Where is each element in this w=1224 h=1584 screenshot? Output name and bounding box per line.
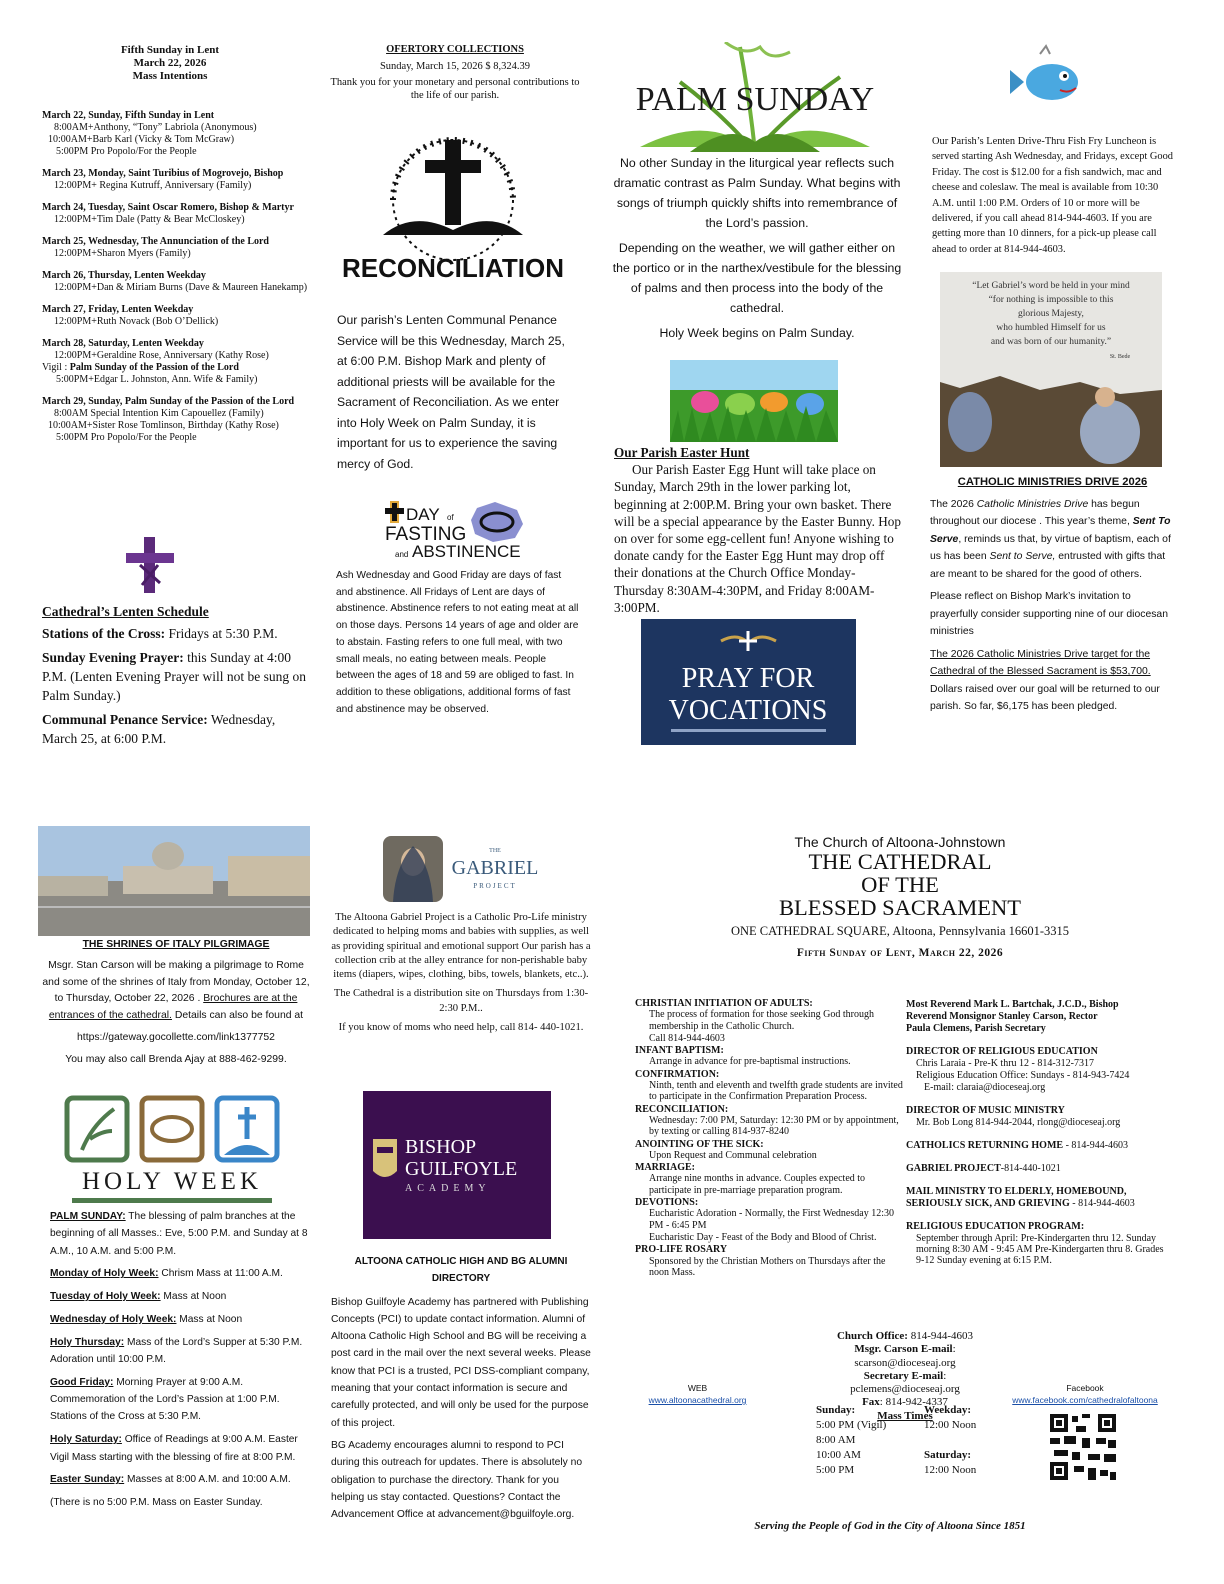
palm-sunday-banner [620, 42, 890, 152]
intention-day-title: March 25, Wednesday, The Annunciation of the Lord [42, 236, 269, 247]
hw-item [50, 1311, 312, 1328]
ministry-detail: Eucharistic Day - Feast of the Body and Blood of Christ. [649, 1231, 877, 1243]
gabriel-paragraph: The Altoona Gabriel Project is a Catholic Pro-Life ministry dedicated to helping moms and babies with supplies, as well as providing spiritual and emotional support Our parish has a collection crib at the alley entrance for non-perishable baby items (diapers, wipes, clothing, bibs, towels, blankets, etc..). [331, 912, 591, 981]
egg-icon [725, 393, 755, 415]
facebook-link[interactable]: www.facebook.com/cathedralofaltoona [1012, 1395, 1158, 1405]
hw-item [50, 1288, 312, 1305]
masthead-title-line: BLESSED SACRAMENT [779, 895, 1021, 920]
sacraments-list [635, 997, 905, 1279]
office-label: Church Office: [836, 1330, 908, 1342]
intention-day [42, 304, 312, 328]
cmd-text: The 2026 [930, 498, 977, 510]
intention-line: 8:00AM Special Intention Kim Capouellez (Family) [54, 408, 264, 419]
mass-times-title: Mass Times [877, 1409, 933, 1422]
vigil-title: Palm Sunday of the Passion of the Lord [69, 362, 239, 373]
cross-bar [385, 508, 404, 514]
mary-face [1095, 387, 1115, 407]
gp-heading: GABRIEL PROJECT [906, 1163, 1001, 1174]
vigil-line [42, 362, 312, 374]
music-block [906, 1105, 1174, 1129]
hw-text: Mass at Noon [176, 1313, 243, 1325]
weekday-time: 12:00 Noon [924, 1419, 977, 1431]
intention-day [42, 236, 312, 260]
clergy-line: Paula Clemens, Parish Secretary [906, 1023, 1046, 1034]
italy-text [40, 958, 312, 1025]
intention-day [42, 168, 312, 192]
cmd-theme: Sent To Serve [930, 516, 1171, 545]
music-line: Mr. Bob Long 814-944-2044, rlong@dioceseaj.org [916, 1117, 1121, 1128]
vocations-line-2: VOCATIONS [668, 695, 828, 726]
intention-day-title: March 24, Tuesday, Saint Oscar Romero, Bishop & Martyr [42, 202, 294, 213]
colonnade [38, 876, 108, 896]
schedule-item [42, 648, 312, 705]
sunday-time: 5:00 PM (Vigil) [816, 1419, 887, 1431]
hw-item [50, 1431, 312, 1466]
cmd-italic: Sent to Serve, [989, 551, 1056, 562]
italy-brochures: Brochures are at the entrances of the cathedral. [48, 993, 298, 1022]
secretary-label-line: Secretary E-mail: [863, 1369, 947, 1382]
cmd-title: CATHOLIC MINISTRIES DRIVE 2026 [957, 476, 1148, 488]
masthead [640, 834, 1160, 959]
intention-line: 12:00PM+Ruth Novack (Bob O’Dellick) [54, 316, 219, 327]
intention-day-title: March 26, Thursday, Lenten Weekday [42, 270, 206, 281]
crh-line [906, 1140, 1174, 1152]
offertory-thanks: Thank you for your monetary and personal contributions to the life of our parish. [330, 77, 580, 101]
logo-and: and [395, 550, 409, 559]
music-heading: DIRECTOR OF MUSIC MINISTRY [906, 1105, 1065, 1116]
quote-line: and was born of our humanity.” [990, 337, 1112, 347]
pray-for-vocations-image [641, 619, 856, 745]
cmd-paragraph [930, 646, 1175, 716]
hw-text: Morning Prayer at 9:00 A.M. Commemoration of the Lord’s Passion at 1:00 P.M. Stations of the Cross at 5:30 P.M. [50, 1376, 280, 1423]
cmd-text: entrusted with gifts that are meant to be shared for the good of others. [930, 551, 1166, 580]
palm-sunday-text [612, 153, 902, 348]
intention-day-title: March 28, Saturday, Lenten Weekday [42, 338, 204, 349]
intention-line: 10:00AM+Barb Karl (Vicky & Tom McGraw) [48, 134, 235, 145]
cmd-text: , reminds us that, by virtue of baptism, each of us has been [930, 533, 1171, 562]
lenten-schedule [42, 602, 312, 753]
mail-heading: MAIL MINISTRY TO ELDERLY, HOMEBOUND, SERIOUSLY SICK, AND GRIEVING [906, 1186, 1127, 1209]
holy-week-logo [62, 1095, 282, 1207]
masthead-title-line: THE CATHEDRAL [808, 849, 992, 874]
st-peters-square-image [38, 826, 310, 936]
sunday-label: Sunday: [816, 1404, 856, 1416]
ministry-heading: MARRIAGE: [635, 1162, 695, 1174]
easter-hunt-title: Our Parish Easter Hunt [614, 445, 750, 460]
holy-week-schedule [50, 1208, 312, 1517]
gabriel-paragraph: If you know of moms who need help, call 814- 440-1021. [338, 1022, 584, 1034]
rep-block [906, 1221, 1174, 1266]
staff-directory [906, 999, 1174, 1266]
cmd-text: Dollars raised over our goal will be returned to our parish. So far, $6,175 has been pledged. [930, 683, 1160, 712]
logo-academy: ACADEMY [405, 1183, 491, 1194]
fasting-text: Ash Wednesday and Good Friday are days of fast and abstinence. All Fridays of Lent are days of abstinence. Abstinence refers to not eating meat at all on those days. Persons 14 years of age and older are to abstain. Fasting refers to one full meal, with two small meals, no eating between meals. People between the ages of 18 and 59 are obliged to fast. In addition to these obligations, additional forms of fast and abstinence may be observed. [336, 570, 579, 715]
ministry-detail: Call 814-944-4603 [649, 1032, 725, 1044]
hw-text: Chrism Mass at 11:00 A.M. [158, 1268, 283, 1280]
masthead-address: ONE CATHEDRAL SQUARE, Altoona, Pennsylvania 16601-3315 [730, 924, 1070, 938]
ministry-heading: CONFIRMATION: [635, 1068, 720, 1080]
web-label: WEB [687, 1383, 708, 1393]
gabriel-paragraph: The Cathedral is a distribution site on Thursdays from 1:30-2:30 P.M.. [333, 988, 589, 1014]
italy-pilgrimage [40, 937, 312, 1074]
facebook-link-block [995, 1382, 1175, 1406]
palm-icon [67, 1098, 127, 1160]
cross-vertical [144, 537, 155, 593]
schedule-label: Stations of the Cross: [42, 626, 166, 641]
hw-label: Good Friday: [50, 1376, 114, 1388]
fish-fry-text: Our Parish’s Lenten Drive-Thru Fish Fry Luncheon is served starting Ash Wednesday, and Fridays, except Good Friday. The cost is $12.00 for a fish sandwich, mac and cheese and coleslaw. The meal is available from 10:30 A.M. until 1:00 P.M. Orders of 10 or more will be delivered, if you call ahead 814-944-4603. If you are getting more than 10 dinners, for a pick-up please call ahead to order at 814-944-4603. [932, 136, 1173, 255]
hw-label: Tuesday of Holy Week: [50, 1291, 161, 1303]
ministry-detail: The process of formation for those seeking God through membership in the Catholic Church. [649, 1009, 874, 1032]
egg-icon [760, 392, 788, 412]
logo-underline [72, 1198, 272, 1203]
gabriel-project-text [330, 911, 592, 1040]
carson-label-line: Msgr. Carson E-mail: [854, 1343, 956, 1356]
masthead-title-line: OF THE [861, 872, 939, 897]
easter-hunt-text: Our Parish Easter Egg Hunt will take place on Sunday, March 29th in the lower parking lot, beginning at 2:00P.M. Bring your own basket. There will be a special appearance by the Easter Bunny. Hop on over for some egg-cellent fun! Anyone wishing to donate candy for the Easter Egg Hunt may drop off their donations at the Church Office Monday-Thursday 8:30AM-4:30PM, and Friday 8:00AM-3:00PM. [614, 462, 901, 615]
web-link[interactable]: www.altoonacathedral.org [648, 1395, 747, 1405]
hw-note: (There is no 5:00 P.M. Mass on Easter Sunday. [50, 1497, 263, 1509]
crest-band [377, 1147, 393, 1153]
fish-pupil [1063, 74, 1067, 78]
hw-label: Easter Sunday: [50, 1474, 125, 1486]
reconciliation-logo [333, 135, 573, 285]
fish-tail [1010, 70, 1024, 94]
quote-line: “Let Gabriel’s word be held in your mind [972, 281, 1130, 291]
intention-line: 12:00PM+Geraldine Rose, Anniversary (Kathy Rose) [54, 350, 269, 361]
intention-day-title: March 22, Sunday, Fifth Sunday in Lent [42, 110, 215, 121]
carson-email[interactable]: scarson@dioceseaj.org [854, 1356, 956, 1369]
italy-url[interactable]: https://gateway.gocollette.com/link1377752 [77, 1031, 275, 1043]
palm-paragraph: Depending on the weather, we will gather either on the portico or in the narthex/vestibule for the blessing of palms and then process into the body of the cathedral. [612, 241, 902, 315]
intention-line: 12:00PM+Sharon Myers (Family) [54, 248, 191, 259]
fax-number: : 814-942-4337 [879, 1396, 948, 1409]
quote-line: “for nothing is impossible to this [988, 295, 1114, 305]
schedule-item [42, 624, 312, 643]
ash-cross-icon [120, 535, 180, 595]
intention-day-title: March 29, Sunday, Palm Sunday of the Passion of the Lord [42, 396, 295, 407]
clergy-line: Reverend Monsignor Stanley Carson, Rector [906, 1011, 1098, 1022]
intention-line: 10:00AM+Sister Rose Tomlinson, Birthday (Kathy Rose) [48, 420, 279, 431]
clergy-line: Most Reverend Mark L. Bartchak, J.C.D., Bishop [906, 999, 1119, 1010]
facebook-label: Facebook [1066, 1383, 1104, 1393]
hw-item [50, 1374, 312, 1426]
qr-code-icon[interactable] [1048, 1412, 1118, 1482]
hw-label: Holy Thursday: [50, 1336, 125, 1348]
reconciliation-text: Our parish’s Lenten Communal Penance Service will be this Wednesday, March 25, at 6:00 P.M. Bishop Mark and plenty of additional priests will be available for the Sacrament of Reconciliation. As we enter into Holy Week on Palm Sunday, it is important for us to experience the saving mercy of God. [337, 313, 565, 471]
intention-day [42, 270, 312, 294]
saturday-time: 12:00 Noon [924, 1464, 977, 1476]
dre-line: Religious Education Office: Sundays - 814-943-7424 [916, 1070, 1130, 1081]
hw-text: Mass at Noon [160, 1291, 227, 1303]
intention-line: 5:00PM Pro Popolo/For the People [56, 432, 197, 443]
web-link-block [625, 1382, 770, 1406]
hw-text: Mass of the Lord’s Supper at 5:30 P.M. Adoration until 10:00 P.M. [50, 1336, 303, 1366]
cmd-target: The 2026 Catholic Ministries Drive target for the Cathedral of the Blessed Sacrament is $53,700. [930, 648, 1151, 677]
piazza-line [38, 906, 310, 908]
intention-line: 12:00PM+ Regina Kutruff, Anniversary (Family) [54, 180, 252, 191]
caption-line [671, 729, 826, 732]
basilica [123, 866, 213, 894]
schedule-text: Wednesday, March 25, at 6:00 P.M. [42, 712, 276, 746]
ministry-heading: PRO-LIFE ROSARY [635, 1244, 728, 1256]
dre-heading: DIRECTOR OF RELIGIOUS EDUCATION [906, 1046, 1098, 1057]
logo-bishop: BISHOP [405, 1136, 477, 1158]
hw-item [50, 1334, 312, 1369]
cross-bar [425, 160, 481, 173]
logo-of: of [447, 513, 454, 522]
italy-text-b: Details can also be found at [171, 1010, 304, 1022]
alumni-paragraph: Bishop Guilfoyle Academy has partnered with Publishing Concepts (PCI) to update contact information. Alumni of Altoona Catholic High School and BG will be receiving a post card in the mail over the next several weeks. Please know that PCI is a trusted, PCI DSS-compliant company, meaning that your contact information is secure and carefully protected, and will only be used for the purpose of this project. [331, 1296, 591, 1429]
italy-title: THE SHRINES OF ITALY PILGRIMAGE [82, 939, 270, 950]
logo-the: THE [489, 848, 501, 854]
ministry-heading: RECONCILIATION: [635, 1103, 729, 1115]
intention-day-title: March 27, Friday, Lenten Weekday [42, 304, 194, 315]
lenten-schedule-title: Cathedral’s Lenten Schedule [42, 604, 209, 619]
egg-icon [796, 393, 824, 415]
intention-line: 12:00PM+Dan & Miriam Burns (Dave & Maureen Hanekamp) [54, 282, 308, 293]
hw-item [50, 1471, 312, 1488]
apostolic-palace [228, 856, 310, 896]
cmd-text: has begun throughout our diocese . This year’s theme, [930, 498, 1140, 527]
sunday-times [816, 1403, 921, 1478]
intention-day [42, 110, 312, 158]
office-line [780, 1330, 1030, 1343]
ministry-heading: CHRISTIAN INITIATION OF ADULTS: [635, 998, 813, 1009]
masthead-diocese: The Church of Altoona-Johnstown [794, 834, 1006, 850]
fish-cartoon-icon [1010, 44, 1090, 114]
ministry-detail: Sponsored by the Christian Mothers on Thursdays after the noon Mass. [649, 1255, 886, 1278]
easter-eggs-image [670, 360, 838, 442]
logo-project: PROJECT [473, 882, 517, 890]
vocations-line-1: PRAY FOR [681, 663, 815, 694]
gabriel-quote-image [940, 272, 1162, 467]
hw-label: Holy Saturday: [50, 1434, 122, 1446]
hw-text: The blessing of palm branches at the beginning of all Masses.: Eve, 5:00 P.M. and Sunday at 8 A.M., 10 A.M. and 5:00 P.M. [50, 1211, 308, 1257]
schedule-label: Communal Penance Service: [42, 712, 208, 727]
cmd-italic: Catholic Ministries Drive [976, 498, 1089, 510]
ministry-detail: Wednesday: 7:00 PM, Saturday: 12:30 PM or by appointment, by texting or calling 814-937-8240 [649, 1114, 899, 1138]
heading-line: March 22, 2026 [133, 57, 207, 69]
gp-phone: -814-440-1021 [1000, 1163, 1061, 1174]
alumni-directory [331, 1253, 591, 1528]
offertory-amount: Sunday, March 15, 2026 $ 8,324.39 [379, 60, 531, 72]
ministry-detail: Ninth, tenth and eleventh and twelfth grade students are invited to participate in the Confirmation Preparation Process. [649, 1080, 903, 1103]
masthead-date: Fifth Sunday of Lent, March 22, 2026 [796, 947, 1004, 959]
weekday-times [924, 1403, 1014, 1478]
ministry-detail: Arrange in advance for pre-baptismal instructions. [649, 1056, 851, 1068]
quote-author: St. Bede [1109, 354, 1131, 360]
logo-gabriel: GABRIEL [451, 857, 539, 879]
fax-label: Fax [862, 1396, 880, 1409]
intention-day-title: March 23, Monday, Saint Turibius of Mogrovejo, Bishop [42, 168, 284, 179]
catholic-ministries-drive [930, 474, 1175, 721]
fork-icon [1040, 46, 1050, 54]
gp-line [906, 1163, 1174, 1175]
angel-figure [948, 392, 992, 452]
crest-icon [373, 1139, 397, 1177]
ministry-detail: Eucharistic Adoration - Normally, the First Wednesday 12:30 PM - 6:45 PM [649, 1208, 894, 1231]
heading-line: Fifth Sunday in Lent [120, 44, 220, 56]
ministry-heading: INFANT BAPTISM: [635, 1045, 724, 1057]
fish-body [1026, 64, 1078, 100]
dre-line: Chris Laraia - Pre-K thru 12 - 814-312-7317 [916, 1058, 1095, 1069]
egg-icon [691, 391, 719, 413]
quote-line: who humbled Himself for us [996, 323, 1106, 333]
schedule-label: Sunday Evening Prayer: [42, 650, 184, 665]
cross-horizontal [126, 553, 174, 563]
ministry-heading: ANOINTING OF THE SICK: [635, 1138, 764, 1150]
intention-line: 12:00PM+Tim Dale (Patty & Bear McCloskey) [54, 214, 245, 225]
palm-sunday-banner-text: PALM SUNDAY [635, 81, 875, 118]
motto: Serving the People of God in the City of Altoona Since 1851 [754, 1520, 1026, 1532]
crown-of-thorns-icon [471, 502, 523, 542]
intention-day [42, 202, 312, 226]
gabriel-project-logo [383, 836, 543, 902]
palm-paragraph: No other Sunday in the liturgical year reflects such dramatic contrast as Palm Sunday. What begins with songs of triumph quickly shifts into remembrance of the Lord’s passion. [613, 156, 901, 230]
cmd-paragraph: Please reflect on Bishop Mark’s invitation to prayerfully consider supporting nine of our diocesan ministries [930, 591, 1168, 637]
dome [152, 842, 184, 870]
logo-day: DAY [406, 505, 440, 524]
mass-intentions-list [42, 110, 312, 454]
hw-item [50, 1208, 312, 1260]
mail-ministry-line [906, 1186, 1174, 1210]
alumni-title: ALTOONA CATHOLIC HIGH AND BG ALUMNI DIRECTORY [354, 1256, 568, 1285]
reconciliation-logo-text: RECONCILIATION [342, 253, 564, 283]
ministry-detail: Upon Request and Communal celebration [649, 1149, 817, 1161]
sunday-time: 8:00 AM [816, 1434, 856, 1446]
quote-line: glorious Majesty, [1018, 309, 1084, 319]
logo-abstinence: ABSTINENCE [412, 542, 521, 560]
vigil-prefix: Vigil : [42, 362, 70, 373]
sunday-time: 10:00 AM [816, 1449, 861, 1461]
hw-item [50, 1265, 312, 1282]
intention-day [42, 338, 312, 386]
intention-line: 5:00PM+Edgar L. Johnston, Ann. Wife & Family) [56, 374, 258, 385]
crh-phone: - 814-944-4603 [1063, 1140, 1129, 1151]
heading-line: Mass Intentions [132, 70, 208, 82]
hw-label: Wednesday of Holy Week: [50, 1313, 177, 1325]
hw-label: Monday of Holy Week: [50, 1268, 159, 1280]
cmd-paragraph [930, 496, 1175, 584]
offertory-section [330, 44, 580, 102]
mass-intentions-heading [40, 44, 300, 83]
schedule-text: this Sunday at 4:00 P.M. (Lenten Evening Prayer will not be sung on Palm Sunday.) [42, 650, 306, 703]
secretary-label: Secretary E-mail [863, 1369, 944, 1382]
rep-heading: RELIGIOUS EDUCATION PROGRAM: [906, 1221, 1085, 1232]
cross-icon [445, 140, 461, 225]
weekday-label: Weekday: [924, 1404, 972, 1416]
alumni-paragraph: BG Academy encourages alumni to respond to PCI during this outreach for updates. There is absolutely no obligation to purchase the directory. Thank for you helping us stay contacted. Questions? Contact the Advancement Office at advancement@bguilfoyle.org. [331, 1439, 583, 1521]
dre-line: E-mail: claraia@dioceseaj.org [924, 1082, 1046, 1093]
spacer [924, 1433, 1014, 1448]
carson-label: Msgr. Carson E-mail [854, 1343, 953, 1356]
mary-figure [1080, 400, 1140, 464]
secretary-email[interactable]: pclemens@dioceseaj.org [850, 1383, 960, 1396]
italy-text-a: Msgr. Stan Carson will be making a pilgrimage to Rome and some of the shrines of Italy from Monday, October 12, to Thursday, October 22, 2026 . [42, 959, 310, 1005]
logo-fasting: FASTING [385, 524, 467, 545]
hw-label: PALM SUNDAY: [50, 1211, 126, 1222]
easter-hunt [614, 444, 902, 616]
hw-text: Office of Readings at 9:00 A.M. Easter Vigil Mass starting with the blessing of fire at 8:00 P.M. [50, 1434, 298, 1463]
fasting-logo [385, 500, 525, 560]
crh-heading: CATHOLICS RETURNING HOME [906, 1140, 1064, 1151]
sunday-time: 5:00 PM [816, 1464, 855, 1476]
schedule-text: Fridays at 5:30 P.M. [165, 626, 278, 641]
italy-call: You may also call Brenda Ajay at 888-462-9299. [65, 1053, 287, 1065]
rep-text: September through April: Pre-Kindergarten thru 12. Sunday morning 8:30 AM - 9:45 AM Pre-Kindergarten thru 8. Grades 9-12 Sunday evening at 6:15 P.M. [916, 1233, 1164, 1266]
schedule-item [42, 710, 312, 748]
hw-text: Masses at 8:00 A.M. and 10:00 A.M. [124, 1474, 291, 1486]
ministry-heading: DEVOTIONS: [635, 1197, 699, 1209]
intention-line: 5:00PM Pro Popolo/For the People [56, 146, 197, 157]
logo-guilfoyle: GUILFOYLE [405, 1158, 518, 1180]
holy-week-logo-text: HOLY WEEK [82, 1168, 262, 1195]
office-phone: 814-944-4603 [907, 1330, 974, 1342]
intention-day [42, 396, 312, 444]
palm-paragraph: Holy Week begins on Palm Sunday. [659, 326, 855, 340]
dre-block [906, 1046, 1174, 1094]
intention-line: 8:00AM+Anthony, “Tony” Labriola (Anonymous) [54, 122, 257, 133]
clergy-block [906, 999, 1174, 1035]
ministry-detail: Arrange nine months in advance. Couples expected to participate in pre-marriage preparation program. [649, 1173, 866, 1196]
mail-phone: - 814-944-4603 [1069, 1198, 1135, 1209]
offertory-title: OFERTORY COLLECTIONS [386, 44, 524, 55]
saturday-label: Saturday: [924, 1449, 972, 1461]
bishop-guilfoyle-logo [363, 1091, 551, 1239]
